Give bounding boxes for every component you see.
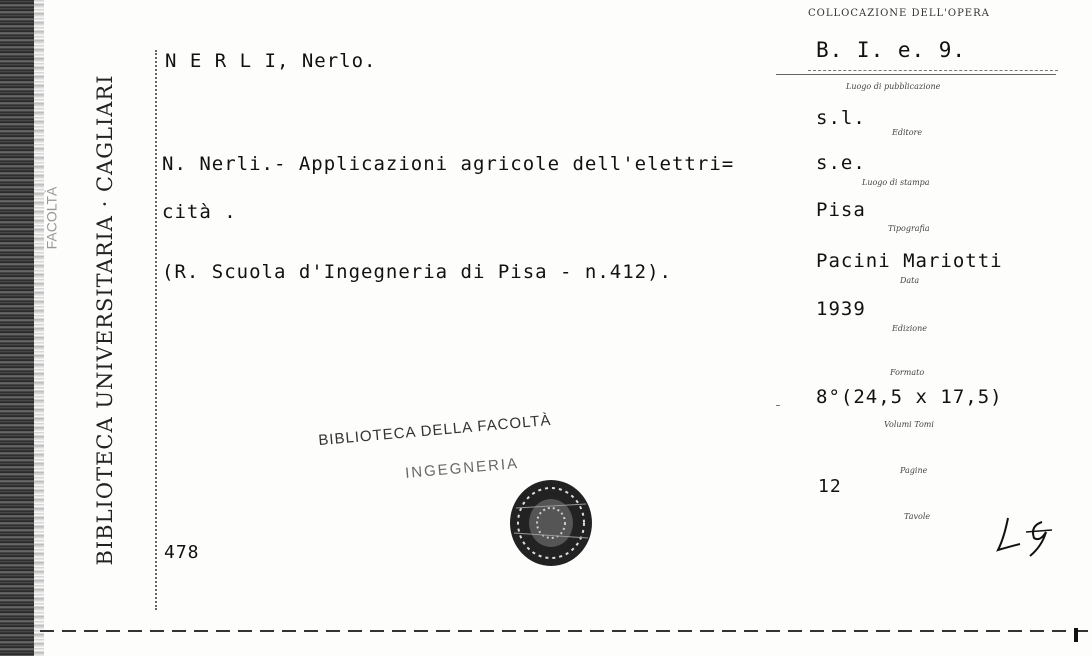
handwritten-signature bbox=[990, 510, 1060, 560]
header-rule bbox=[776, 74, 1056, 75]
field-label: Tipografia bbox=[888, 224, 930, 233]
title-line-2: cità . bbox=[162, 201, 237, 223]
shelfmark: B. I. e. 9. bbox=[816, 38, 967, 62]
field-value: 8°(24,5 x 17,5) bbox=[816, 386, 1003, 408]
inventory-number: 478 bbox=[164, 542, 200, 563]
field-label: Editore bbox=[892, 128, 923, 137]
field-value: s.l. bbox=[816, 107, 866, 129]
field-value: 12 bbox=[818, 476, 842, 497]
field-label: Edizione bbox=[892, 324, 927, 333]
card-left-edge-shadow bbox=[34, 0, 44, 656]
field-label: Tavole bbox=[904, 512, 931, 521]
field-value: Pisa bbox=[816, 199, 866, 221]
card-left-edge bbox=[0, 0, 34, 656]
field-label: Luogo di pubblicazione bbox=[846, 82, 941, 91]
field-value: Pacini Mariotti bbox=[816, 250, 1003, 272]
location-header: COLLOCAZIONE DELL'OPERA bbox=[808, 8, 990, 19]
faint-mark bbox=[776, 405, 780, 406]
seal-stamp bbox=[508, 478, 594, 568]
field-value: 1939 bbox=[816, 298, 866, 320]
series-statement: (R. Scuola d'Ingegneria di Pisa - n.412). bbox=[162, 261, 672, 283]
field-label: Volumi Tomi bbox=[884, 420, 934, 429]
author-heading: N E R L I, Nerlo. bbox=[165, 50, 377, 72]
field-label: Formato bbox=[890, 368, 925, 377]
library-side-title: BIBLIOTECA UNIVERSITARIA · CAGLIARI bbox=[93, 74, 117, 566]
card-bottom-border bbox=[40, 630, 1092, 632]
faint-rule bbox=[808, 70, 1058, 71]
title-line-1: N. Nerli.- Applicazioni agricole dell'elettri= bbox=[162, 153, 735, 175]
field-label: Data bbox=[900, 276, 920, 285]
faint-side-text: FACOLTÀ bbox=[43, 186, 60, 250]
margin-line bbox=[155, 50, 157, 610]
library-stamp-text-2: INGEGNERIA bbox=[404, 455, 520, 482]
field-label: Pagine bbox=[900, 466, 928, 475]
field-label: Luogo di stampa bbox=[862, 178, 930, 187]
field-value: s.e. bbox=[816, 152, 866, 174]
library-stamp-text: BIBLIOTECA DELLA FACOLTÀ bbox=[317, 411, 553, 450]
card-right-mark bbox=[1074, 628, 1078, 642]
